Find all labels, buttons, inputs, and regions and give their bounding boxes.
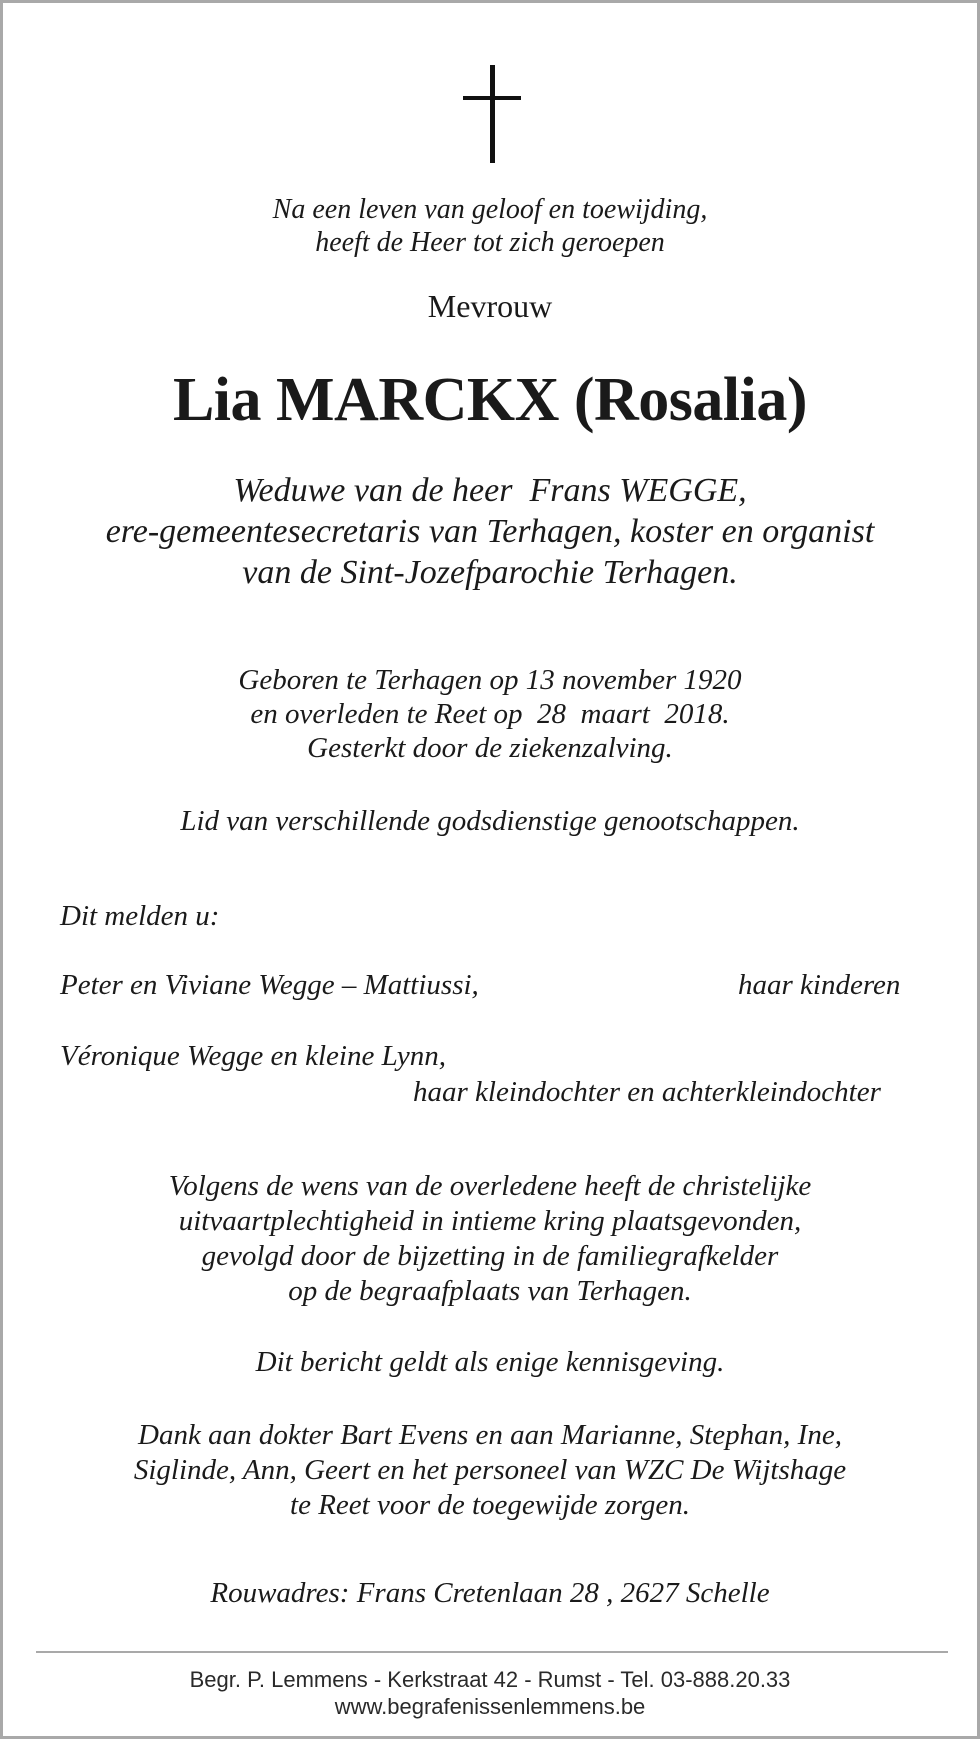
life-dates — [3, 663, 977, 765]
intro-line: heeft de Heer tot zich geroepen — [315, 227, 665, 258]
funeral-line: op de begraafplaats van Terhagen. — [288, 1275, 692, 1307]
spouse-line: Weduwe van de heer Frans WEGGE, — [233, 472, 747, 509]
intro-line: Na een leven van geloof en toewijding, — [272, 194, 708, 225]
announce-text: Dit melden u: — [60, 900, 220, 932]
funeral-home-info: Begr. P. Lemmens - Kerkstraat 42 - Rumst - Tel. 03-888.20.33 — [189, 1667, 791, 1692]
funeral-line: Volgens de wens van de overledene heeft de christelijke — [168, 1170, 812, 1202]
thanks-text — [3, 1418, 977, 1523]
birth-line: Geboren te Terhagen op 13 november 1920 — [238, 664, 742, 696]
spouse-line: ere-gemeentesecretaris van Terhagen, koster en organist — [105, 513, 875, 550]
deceased-name: Lia MARCKX (Rosalia) — [172, 366, 808, 434]
spouse-line: van de Sint-Jozefparochie Terhagen. — [242, 554, 738, 591]
thanks-line: Dank aan dokter Bart Evens en aan Marianne, Stephan, Ine, — [138, 1419, 842, 1451]
thanks-line: Siglinde, Ann, Geert en het personeel van WZC De Wijtshage — [133, 1454, 847, 1486]
mourning-address: Rouwadres: Frans Cretenlaan 28 , 2627 Schelle — [210, 1577, 770, 1609]
sacrament-line: Gesterkt door de ziekenzalving. — [307, 732, 673, 764]
thanks-line: te Reet voor de toegewijde zorgen. — [290, 1489, 690, 1521]
funeral-line: gevolgd door de bijzetting in de familiegrafkelder — [201, 1240, 779, 1272]
membership-text: Lid van verschillende godsdienstige genootschappen. — [180, 805, 800, 837]
grandchildren-names: Véronique Wegge en kleine Lynn, — [60, 1040, 446, 1072]
spouse-info — [3, 470, 977, 593]
children-relation: haar kinderen — [738, 969, 901, 1001]
grandchildren-relation: haar kleindochter en achterkleindochter — [413, 1076, 881, 1108]
children-names: Peter en Viviane Wegge – Mattiussi, — [60, 969, 479, 1001]
death-line: en overleden te Reet op 28 maart 2018. — [250, 698, 730, 730]
cross-icon — [463, 65, 521, 163]
funeral-text — [3, 1169, 977, 1309]
footer-divider — [36, 1651, 948, 1653]
funeral-home-website[interactable]: www.begrafenissenlemmens.be — [334, 1694, 646, 1719]
notice-text: Dit bericht geldt als enige kennisgeving. — [255, 1346, 725, 1378]
footer — [3, 1666, 977, 1720]
funeral-line: uitvaartplechtigheid in intieme kring plaatsgevonden, — [178, 1205, 802, 1237]
intro-text — [3, 193, 977, 259]
salutation: Mevrouw — [427, 288, 553, 324]
